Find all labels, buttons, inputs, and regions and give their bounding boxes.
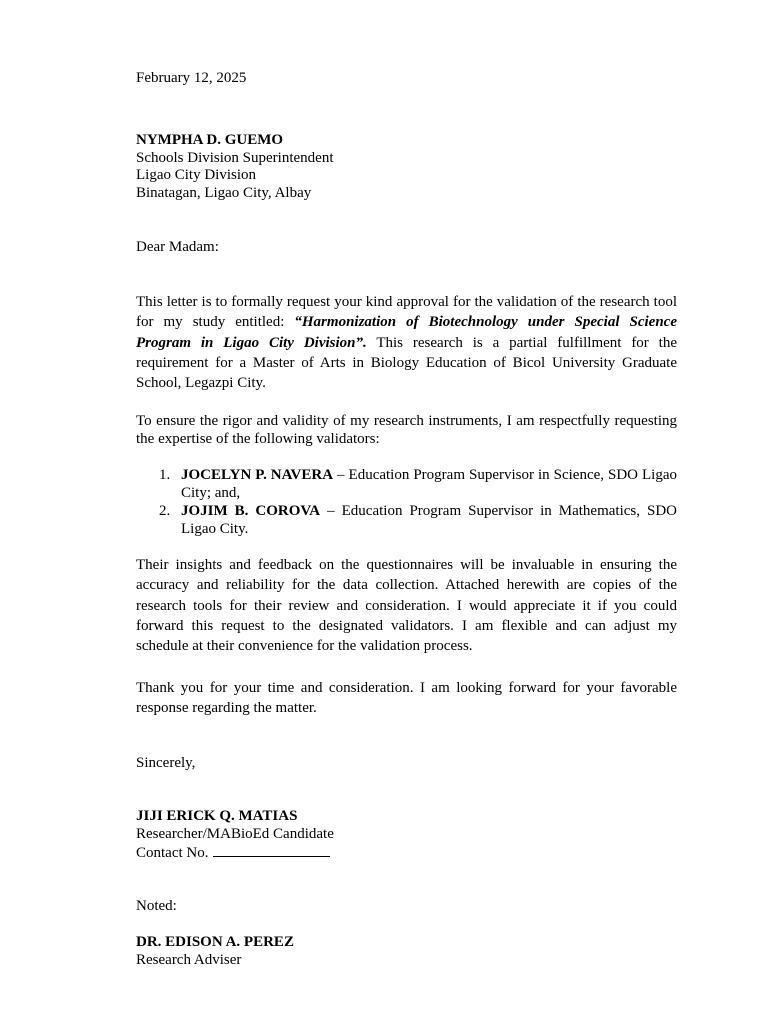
adviser-name: DR. EDISON A. PEREZ bbox=[136, 934, 294, 950]
letter-date: February 12, 2025 bbox=[136, 70, 247, 86]
validator-name: JOJIM B. COROVA bbox=[181, 503, 321, 519]
noted-label: Noted: bbox=[136, 898, 177, 914]
body-paragraph-2: To ensure the rigor and validity of my research instruments, I am respectfully requesting the expertise of the following validators: bbox=[136, 413, 677, 448]
body-paragraph-4: Thank you for your time and consideration. I am looking forward for your favorable response regarding the matter. bbox=[136, 680, 677, 717]
validator-role: – Education Program Supervisor in Mathematics, SDO Ligao City. bbox=[181, 503, 677, 537]
para1-tail: This research is a partial fulfillment for the requirement for a Master of Arts in Biology Education of Bicol University Graduate School, Legazpi City. bbox=[136, 334, 677, 392]
validator-role: – Education Program Supervisor in Science, SDO Ligao City; and, bbox=[181, 467, 677, 501]
recipient-address: Binatagan, Ligao City, Albay bbox=[136, 185, 312, 201]
list-item bbox=[136, 466, 677, 502]
list-number: 1. bbox=[159, 467, 171, 483]
sender-contact bbox=[136, 844, 677, 863]
salutation: Dear Madam: bbox=[136, 239, 219, 255]
sender-name: JIJI ERICK Q. MATIAS bbox=[136, 808, 298, 824]
adviser-title: Research Adviser bbox=[136, 952, 242, 968]
para1-lead: This letter is to formally request your kind approval for the validation of the research tool for my study entitled: bbox=[136, 294, 677, 331]
recipient-name: NYMPHA D. GUEMO bbox=[136, 132, 284, 148]
contact-number-blank bbox=[213, 844, 330, 857]
list-number: 2. bbox=[159, 503, 171, 519]
study-title: “Harmonization of Biotechnology under Special Science Program in Ligao City Division”. bbox=[136, 314, 677, 351]
sender-title: Researcher/MABioEd Candidate bbox=[136, 826, 334, 842]
closing: Sincerely, bbox=[136, 755, 196, 771]
contact-label: Contact No. bbox=[136, 845, 209, 861]
recipient-title: Schools Division Superintendent bbox=[136, 150, 334, 166]
list-item bbox=[136, 502, 677, 538]
body-paragraph-3: Their insights and feedback on the questionnaires will be invaluable in ensuring the accuracy and reliability for the data collection. Attached herewith are copies of the research tools for their review and consideration. I would appreciate it if you could forward this request to the designated validators. I am flexible and can adjust my schedule at their convenience for the validation process. bbox=[136, 557, 677, 655]
recipient-division: Ligao City Division bbox=[136, 167, 256, 183]
validator-name: JOCELYN P. NAVERA bbox=[181, 467, 334, 483]
body-paragraph-1 bbox=[136, 292, 677, 393]
validator-list bbox=[136, 466, 677, 538]
